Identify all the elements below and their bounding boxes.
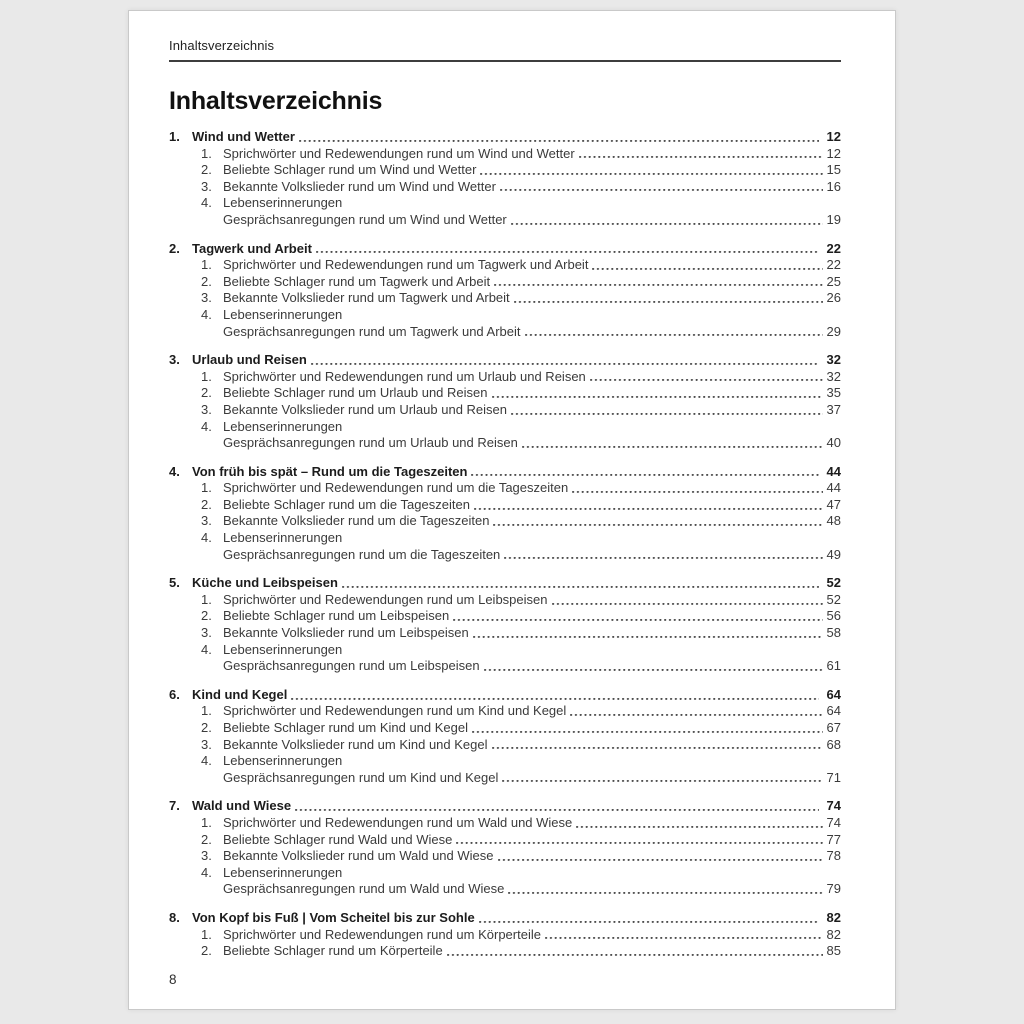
toc-chapter-row: [169, 129, 841, 146]
chapter-number: 4.: [169, 463, 180, 479]
dot-leader: [447, 954, 823, 956]
item-number: 4.: [201, 306, 212, 322]
item-title: Sprichwörter und Redewendungen rund um Tagwerk und Arbeit: [223, 257, 589, 273]
table-of-contents: [169, 129, 841, 960]
toc-item-row: [169, 865, 841, 882]
toc-item-row: [169, 257, 841, 274]
item-number: 4.: [201, 753, 212, 769]
chapter-page-number: 74: [826, 798, 841, 814]
dot-leader: [498, 859, 824, 861]
dot-leader: [316, 251, 819, 253]
item-number: 3.: [201, 513, 212, 529]
item-title: Bekannte Volkslieder rund um Leibspeisen: [223, 625, 469, 641]
toc-item-row: [169, 530, 841, 547]
toc-item-row: [169, 146, 841, 163]
toc-item-row: [169, 179, 841, 196]
dot-leader: [493, 524, 823, 526]
item-title: Gesprächsanregungen rund um Urlaub und Reisen: [223, 435, 518, 451]
toc-item-row: [169, 369, 841, 386]
chapter-title: Wald und Wiese: [192, 798, 292, 814]
dot-leader: [472, 731, 823, 733]
dot-leader: [525, 334, 823, 336]
dot-leader: [500, 189, 823, 191]
chapter-title: Von Kopf bis Fuß | Vom Scheitel bis zur Sohle: [192, 909, 475, 925]
chapter-title: Kind und Kegel: [192, 686, 288, 702]
toc-chapter-items: [169, 592, 841, 675]
toc-item-row: [169, 848, 841, 865]
toc-item-row: [169, 480, 841, 497]
item-page-number: 40: [826, 435, 841, 451]
toc-item-row: [169, 642, 841, 659]
dot-leader: [342, 586, 819, 588]
toc-item-row: [169, 324, 841, 341]
item-number: 3.: [201, 736, 212, 752]
dot-leader: [311, 363, 819, 365]
item-number: 1.: [201, 926, 212, 942]
toc-item-row: [169, 402, 841, 419]
toc-item-row: [169, 547, 841, 564]
chapter-number: 2.: [169, 240, 180, 256]
toc-chapter: [169, 352, 841, 452]
toc-item-row: [169, 753, 841, 770]
header-rule: [169, 60, 841, 62]
item-title: Sprichwörter und Redewendungen rund um Urlaub und Reisen: [223, 368, 586, 384]
toc-chapter-row: [169, 352, 841, 369]
item-page-number: 68: [826, 736, 841, 752]
item-title: Bekannte Volkslieder rund um Kind und Kegel: [223, 736, 488, 752]
document-page: [128, 10, 896, 1010]
toc-item-row: [169, 703, 841, 720]
item-page-number: 15: [826, 162, 841, 178]
toc-item-row: [169, 419, 841, 436]
toc-chapter-items: [169, 703, 841, 786]
item-number: 4.: [201, 864, 212, 880]
item-page-number: 16: [826, 178, 841, 194]
toc-item-row: [169, 513, 841, 530]
page-title: Inhaltsverzeichnis: [169, 87, 383, 115]
item-page-number: 71: [826, 769, 841, 785]
dot-leader: [474, 508, 823, 510]
item-page-number: 56: [826, 608, 841, 624]
dot-leader: [494, 284, 823, 286]
toc-chapter: [169, 687, 841, 787]
item-number: 1.: [201, 591, 212, 607]
item-number: 4.: [201, 195, 212, 211]
chapter-number: 5.: [169, 575, 180, 591]
toc-item-row: [169, 770, 841, 787]
chapter-number: 8.: [169, 909, 180, 925]
dot-leader: [522, 446, 823, 448]
item-page-number: 32: [826, 368, 841, 384]
dot-leader: [480, 173, 823, 175]
toc-item-row: [169, 385, 841, 402]
item-number: 1.: [201, 145, 212, 161]
item-title: Beliebte Schlager rund um Wind und Wetter: [223, 162, 477, 178]
item-title: Beliebte Schlager rund um Urlaub und Reisen: [223, 385, 488, 401]
item-number: 1.: [201, 257, 212, 273]
dot-leader: [479, 921, 819, 923]
item-page-number: 74: [826, 814, 841, 830]
item-page-number: 77: [826, 831, 841, 847]
toc-item-row: [169, 943, 841, 960]
item-title: Gesprächsanregungen rund um die Tageszeiten: [223, 546, 501, 562]
item-number: 2.: [201, 162, 212, 178]
chapter-title: Tagwerk und Arbeit: [192, 240, 312, 256]
chapter-page-number: 22: [826, 240, 841, 256]
item-title: Sprichwörter und Redewendungen rund um die Tageszeiten: [223, 480, 569, 496]
chapter-title: Urlaub und Reisen: [192, 352, 307, 368]
item-number: 3.: [201, 848, 212, 864]
item-title: Gesprächsanregungen rund um Tagwerk und Arbeit: [223, 323, 521, 339]
toc-chapter-items: [169, 369, 841, 452]
item-title: Sprichwörter und Redewendungen rund um Kind und Kegel: [223, 703, 567, 719]
toc-item-row: [169, 212, 841, 229]
item-title: Lebenserinnerungen: [223, 864, 343, 880]
item-page-number: 12: [826, 145, 841, 161]
toc-chapter: [169, 464, 841, 564]
dot-leader: [502, 780, 823, 782]
toc-chapter-items: [169, 146, 841, 229]
item-title: Sprichwörter und Redewendungen rund um Wald und Wiese: [223, 814, 573, 830]
toc-item-row: [169, 497, 841, 514]
toc-item-row: [169, 162, 841, 179]
dot-leader: [576, 826, 823, 828]
dot-leader: [473, 636, 823, 638]
dot-leader: [514, 301, 823, 303]
item-title: Beliebte Schlager rund Wald und Wiese: [223, 831, 453, 847]
running-header: Inhaltsverzeichnis: [169, 38, 275, 53]
chapter-title: Von früh bis spät – Rund um die Tageszeiten: [192, 463, 468, 479]
toc-item-row: [169, 881, 841, 898]
page-number: 8: [169, 972, 177, 987]
dot-leader: [492, 396, 824, 398]
item-number: 3.: [201, 625, 212, 641]
item-number: 3.: [201, 401, 212, 417]
item-page-number: 58: [826, 625, 841, 641]
item-title: Beliebte Schlager rund um Tagwerk und Arbeit: [223, 273, 491, 289]
toc-chapter-row: [169, 798, 841, 815]
item-page-number: 79: [826, 881, 841, 897]
toc-chapter-items: [169, 480, 841, 563]
item-page-number: 49: [826, 546, 841, 562]
dot-leader: [492, 747, 823, 749]
item-page-number: 19: [826, 211, 841, 227]
item-title: Gesprächsanregungen rund um Kind und Kegel: [223, 769, 499, 785]
dot-leader: [570, 714, 823, 716]
chapter-page-number: 82: [826, 909, 841, 925]
item-title: Lebenserinnerungen: [223, 306, 343, 322]
toc-chapter-items: [169, 815, 841, 898]
item-page-number: 26: [826, 290, 841, 306]
item-title: Beliebte Schlager rund um die Tageszeiten: [223, 496, 470, 512]
chapter-page-number: 32: [826, 352, 841, 368]
item-title: Bekannte Volkslieder rund um Wald und Wiese: [223, 848, 494, 864]
item-number: 2.: [201, 273, 212, 289]
item-page-number: 25: [826, 273, 841, 289]
item-number: 4.: [201, 641, 212, 657]
toc-chapter-items: [169, 257, 841, 340]
item-number: 4.: [201, 530, 212, 546]
item-page-number: 61: [826, 658, 841, 674]
toc-item-row: [169, 307, 841, 324]
toc-chapter: [169, 129, 841, 229]
chapter-title: Küche und Leibspeisen: [192, 575, 338, 591]
item-page-number: 52: [826, 591, 841, 607]
item-title: Sprichwörter und Redewendungen rund um Körperteile: [223, 926, 541, 942]
dot-leader: [552, 603, 824, 605]
item-number: 2.: [201, 943, 212, 959]
dot-leader: [592, 268, 823, 270]
toc-item-row: [169, 737, 841, 754]
item-number: 3.: [201, 290, 212, 306]
item-number: 2.: [201, 831, 212, 847]
toc-item-row: [169, 290, 841, 307]
item-title: Sprichwörter und Redewendungen rund um Wind und Wetter: [223, 145, 575, 161]
dot-leader: [453, 619, 823, 621]
item-title: Beliebte Schlager rund um Kind und Kegel: [223, 720, 468, 735]
item-title: Bekannte Volkslieder rund um Tagwerk und Arbeit: [223, 290, 510, 306]
toc-chapter-row: [169, 687, 841, 704]
item-number: 2.: [201, 496, 212, 512]
item-page-number: 22: [826, 257, 841, 273]
dot-leader: [299, 140, 819, 142]
dot-leader: [471, 474, 819, 476]
dot-leader: [484, 669, 823, 671]
item-number: 3.: [201, 178, 212, 194]
dot-leader: [504, 557, 823, 559]
item-number: 2.: [201, 720, 212, 735]
item-title: Lebenserinnerungen: [223, 418, 343, 434]
item-number: 1.: [201, 703, 212, 719]
toc-item-row: [169, 625, 841, 642]
toc-chapter-row: [169, 910, 841, 927]
dot-leader: [508, 892, 823, 894]
chapter-title: Wind und Wetter: [192, 129, 295, 144]
dot-leader: [590, 379, 823, 381]
dot-leader: [579, 156, 823, 158]
item-page-number: 47: [826, 496, 841, 512]
item-title: Lebenserinnerungen: [223, 641, 343, 657]
chapter-number: 7.: [169, 798, 180, 814]
toc-item-row: [169, 592, 841, 609]
dot-leader: [511, 223, 823, 225]
toc-item-row: [169, 815, 841, 832]
toc-chapter: [169, 910, 841, 960]
item-number: 4.: [201, 418, 212, 434]
toc-item-row: [169, 195, 841, 212]
chapter-page-number: 44: [826, 463, 841, 479]
item-title: Beliebte Schlager rund um Leibspeisen: [223, 608, 450, 624]
toc-item-row: [169, 927, 841, 944]
item-title: Bekannte Volkslieder rund um Wind und Wetter: [223, 178, 496, 194]
item-number: 2.: [201, 608, 212, 624]
toc-chapter-row: [169, 241, 841, 258]
toc-item-row: [169, 608, 841, 625]
item-number: 2.: [201, 385, 212, 401]
item-page-number: 85: [826, 943, 841, 959]
dot-leader: [572, 491, 823, 493]
chapter-number: 1.: [169, 129, 180, 144]
item-title: Lebenserinnerungen: [223, 530, 343, 546]
item-number: 1.: [201, 480, 212, 496]
chapter-page-number: 12: [826, 129, 841, 144]
toc-chapter: [169, 241, 841, 341]
item-page-number: 48: [826, 513, 841, 529]
dot-leader: [511, 413, 823, 415]
item-title: Beliebte Schlager rund um Körperteile: [223, 943, 443, 959]
item-title: Sprichwörter und Redewendungen rund um Leibspeisen: [223, 591, 548, 607]
item-page-number: 82: [826, 926, 841, 942]
dot-leader: [295, 809, 819, 811]
item-title: Gesprächsanregungen rund um Wald und Wiese: [223, 881, 505, 897]
item-number: 1.: [201, 368, 212, 384]
item-title: Lebenserinnerungen: [223, 753, 343, 769]
toc-chapter-row: [169, 464, 841, 481]
chapter-number: 6.: [169, 686, 180, 702]
dot-leader: [456, 842, 823, 844]
chapter-page-number: 52: [826, 575, 841, 591]
toc-chapter: [169, 575, 841, 675]
item-page-number: 64: [826, 703, 841, 719]
item-title: Gesprächsanregungen rund um Leibspeisen: [223, 658, 480, 674]
toc-chapter-row: [169, 575, 841, 592]
dot-leader: [291, 698, 819, 700]
chapter-number: 3.: [169, 352, 180, 368]
item-page-number: 67: [826, 720, 841, 735]
item-page-number: 37: [826, 401, 841, 417]
dot-leader: [545, 937, 823, 939]
item-page-number: 29: [826, 323, 841, 339]
toc-item-row: [169, 658, 841, 675]
item-title: Lebenserinnerungen: [223, 195, 343, 211]
item-page-number: 78: [826, 848, 841, 864]
item-number: 1.: [201, 814, 212, 830]
item-page-number: 35: [826, 385, 841, 401]
toc-item-row: [169, 435, 841, 452]
item-page-number: 44: [826, 480, 841, 496]
toc-chapter-items: [169, 927, 841, 960]
item-title: Bekannte Volkslieder rund um Urlaub und Reisen: [223, 401, 508, 417]
item-title: Bekannte Volkslieder rund um die Tageszeiten: [223, 513, 490, 529]
toc-chapter: [169, 798, 841, 898]
toc-item-row: [169, 720, 841, 737]
toc-item-row: [169, 274, 841, 291]
chapter-page-number: 64: [826, 686, 841, 702]
item-title: Gesprächsanregungen rund um Wind und Wetter: [223, 211, 507, 227]
toc-item-row: [169, 832, 841, 849]
